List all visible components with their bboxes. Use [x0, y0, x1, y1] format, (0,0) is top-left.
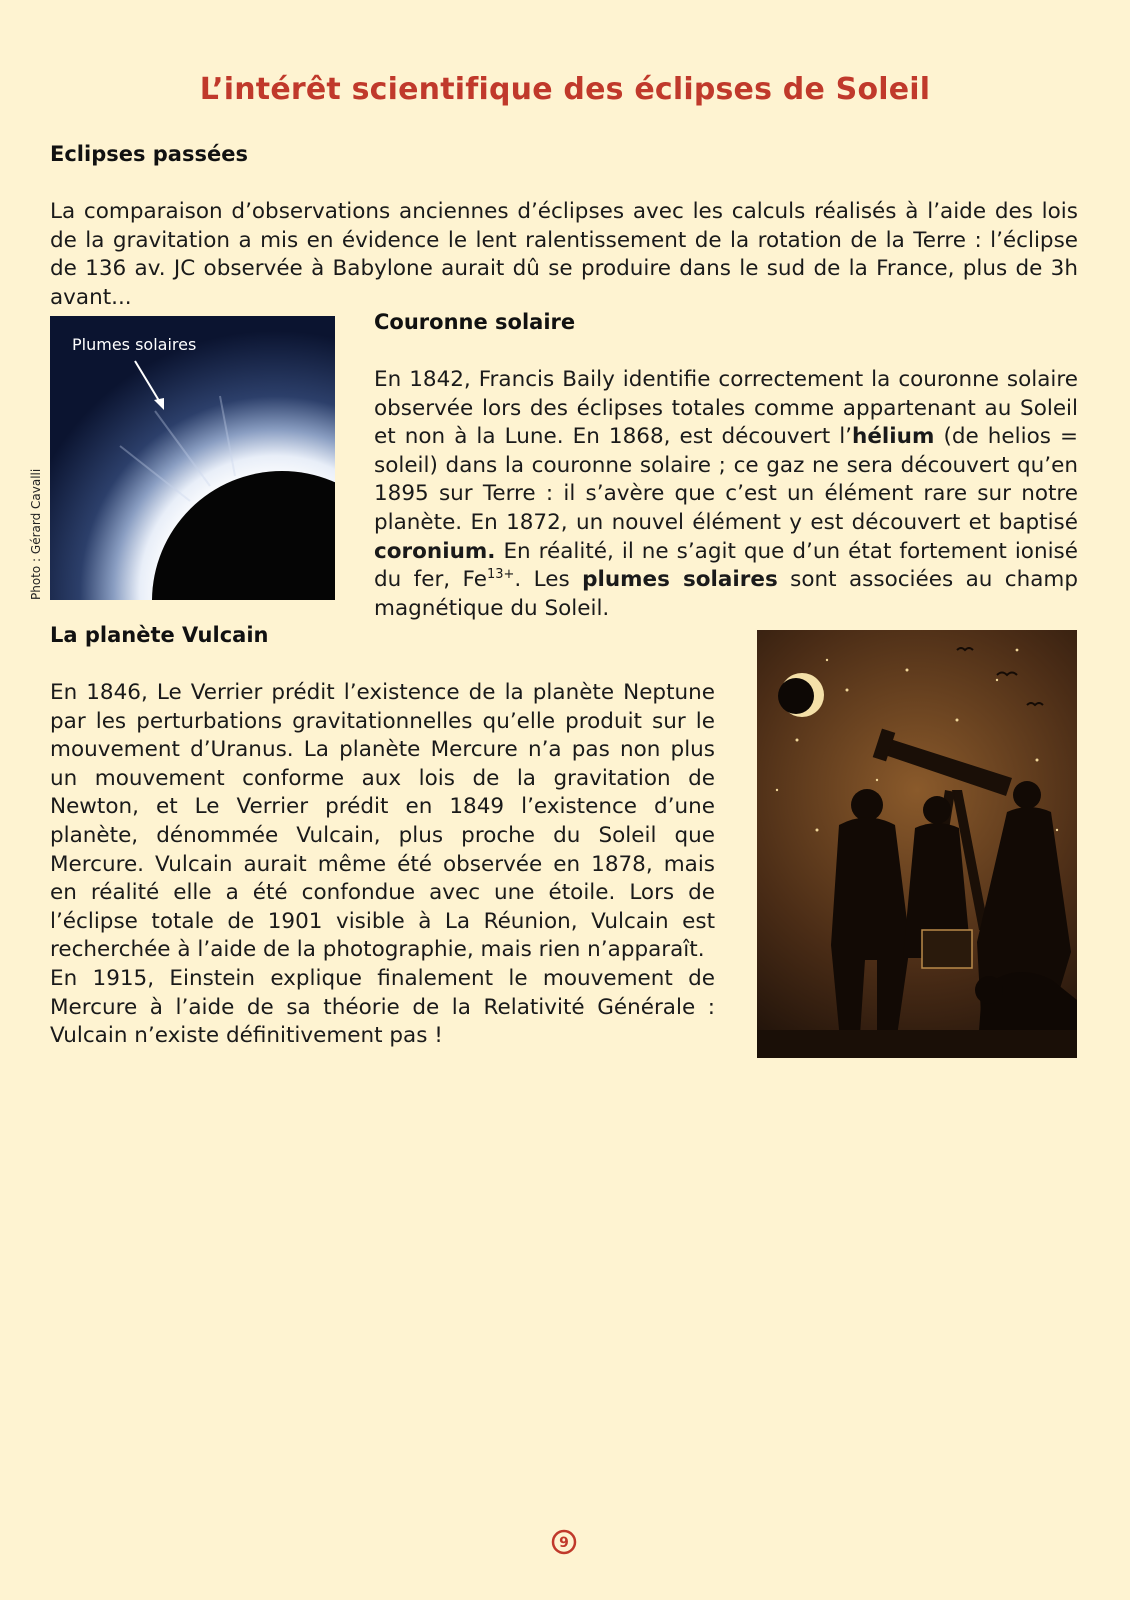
paragraph-couronne-solaire: En 1842, Francis Baily identifie correctement la couronne solaire observée lors des éclipses totales comme appartenant au Soleil et non à la Lune. En 1868, est découvert l’hélium (de helios = soleil) dans la couronne solaire ; ce gaz ne sera découvert qu’en 1895 sur Terre : il s’avère que c’est un élément rare sur notre planète. En 1872, un nouvel élément y est découvert et baptisé coronium. En réalité, il ne s’agit que d’un état fortement ionisé du fer, $Fe^{13+}$. Les plumes solaires sont associées au champ magnétique du Soleil.	[374, 367, 1079, 621]
section-heading-planete-vulcain: La planète Vulcain	[50, 623, 269, 647]
page-number: 9	[559, 1535, 569, 1551]
section-heading-couronne-solaire: Couronne solaire	[374, 310, 576, 334]
paragraph-planete-vulcain	[50, 679, 715, 1051]
corona-eclipse-photo	[50, 316, 335, 600]
page-number-badge	[551, 1529, 577, 1555]
astronomers-engraving-illustration	[757, 630, 1077, 1058]
section-heading-eclipses-passees: Eclipses passées	[50, 142, 248, 166]
paragraph-vulcain-part-2: En 1915, Einstein explique finalement le mouvement de Mercure à l’aide de sa théorie de la Relativité Générale : Vulcain n’existe définitivement pas !	[50, 965, 715, 1049]
photo-credit: Photo : Gérard Cavalli	[29, 468, 43, 600]
paragraph-vulcain-part-1: En 1846, Le Verrier prédit l’existence de la planète Neptune par les perturbations gravitationnelles qu’elle produit sur le mouvement d’Uranus. La planète Mercure n’a pas non plus un mouvement conforme aux lois de la gravitation de Newton, et Le Verrier prédit en 1849 l’existence d’une planète, dénommée Vulcain, plus proche du Soleil que Mercure. Vulcain aurait même été observée en 1878, mais en réalité elle a été confondue avec une étoile. Lors de l’éclipse totale de 1901 visible à La Réunion, Vulcain est recherchée à l’aide de la photographie, mais rien n’apparaît.	[50, 680, 715, 963]
plumes-solaires-annotation: Plumes solaires	[72, 335, 197, 354]
paragraph-eclipses-passees: La comparaison d’observations anciennes d’éclipses avec les calculs réalisés à l’aide des lois de la gravitation a mis en évidence le lent ralentissement de la rotation de la Terre : l’éclipse de 136 av. JC observée à Babylone aurait dû se produire dans le sud de la France, plus de 3h avant...	[50, 199, 1078, 310]
page-title: L’intérêt scientifique des éclipses de Soleil	[199, 72, 931, 107]
